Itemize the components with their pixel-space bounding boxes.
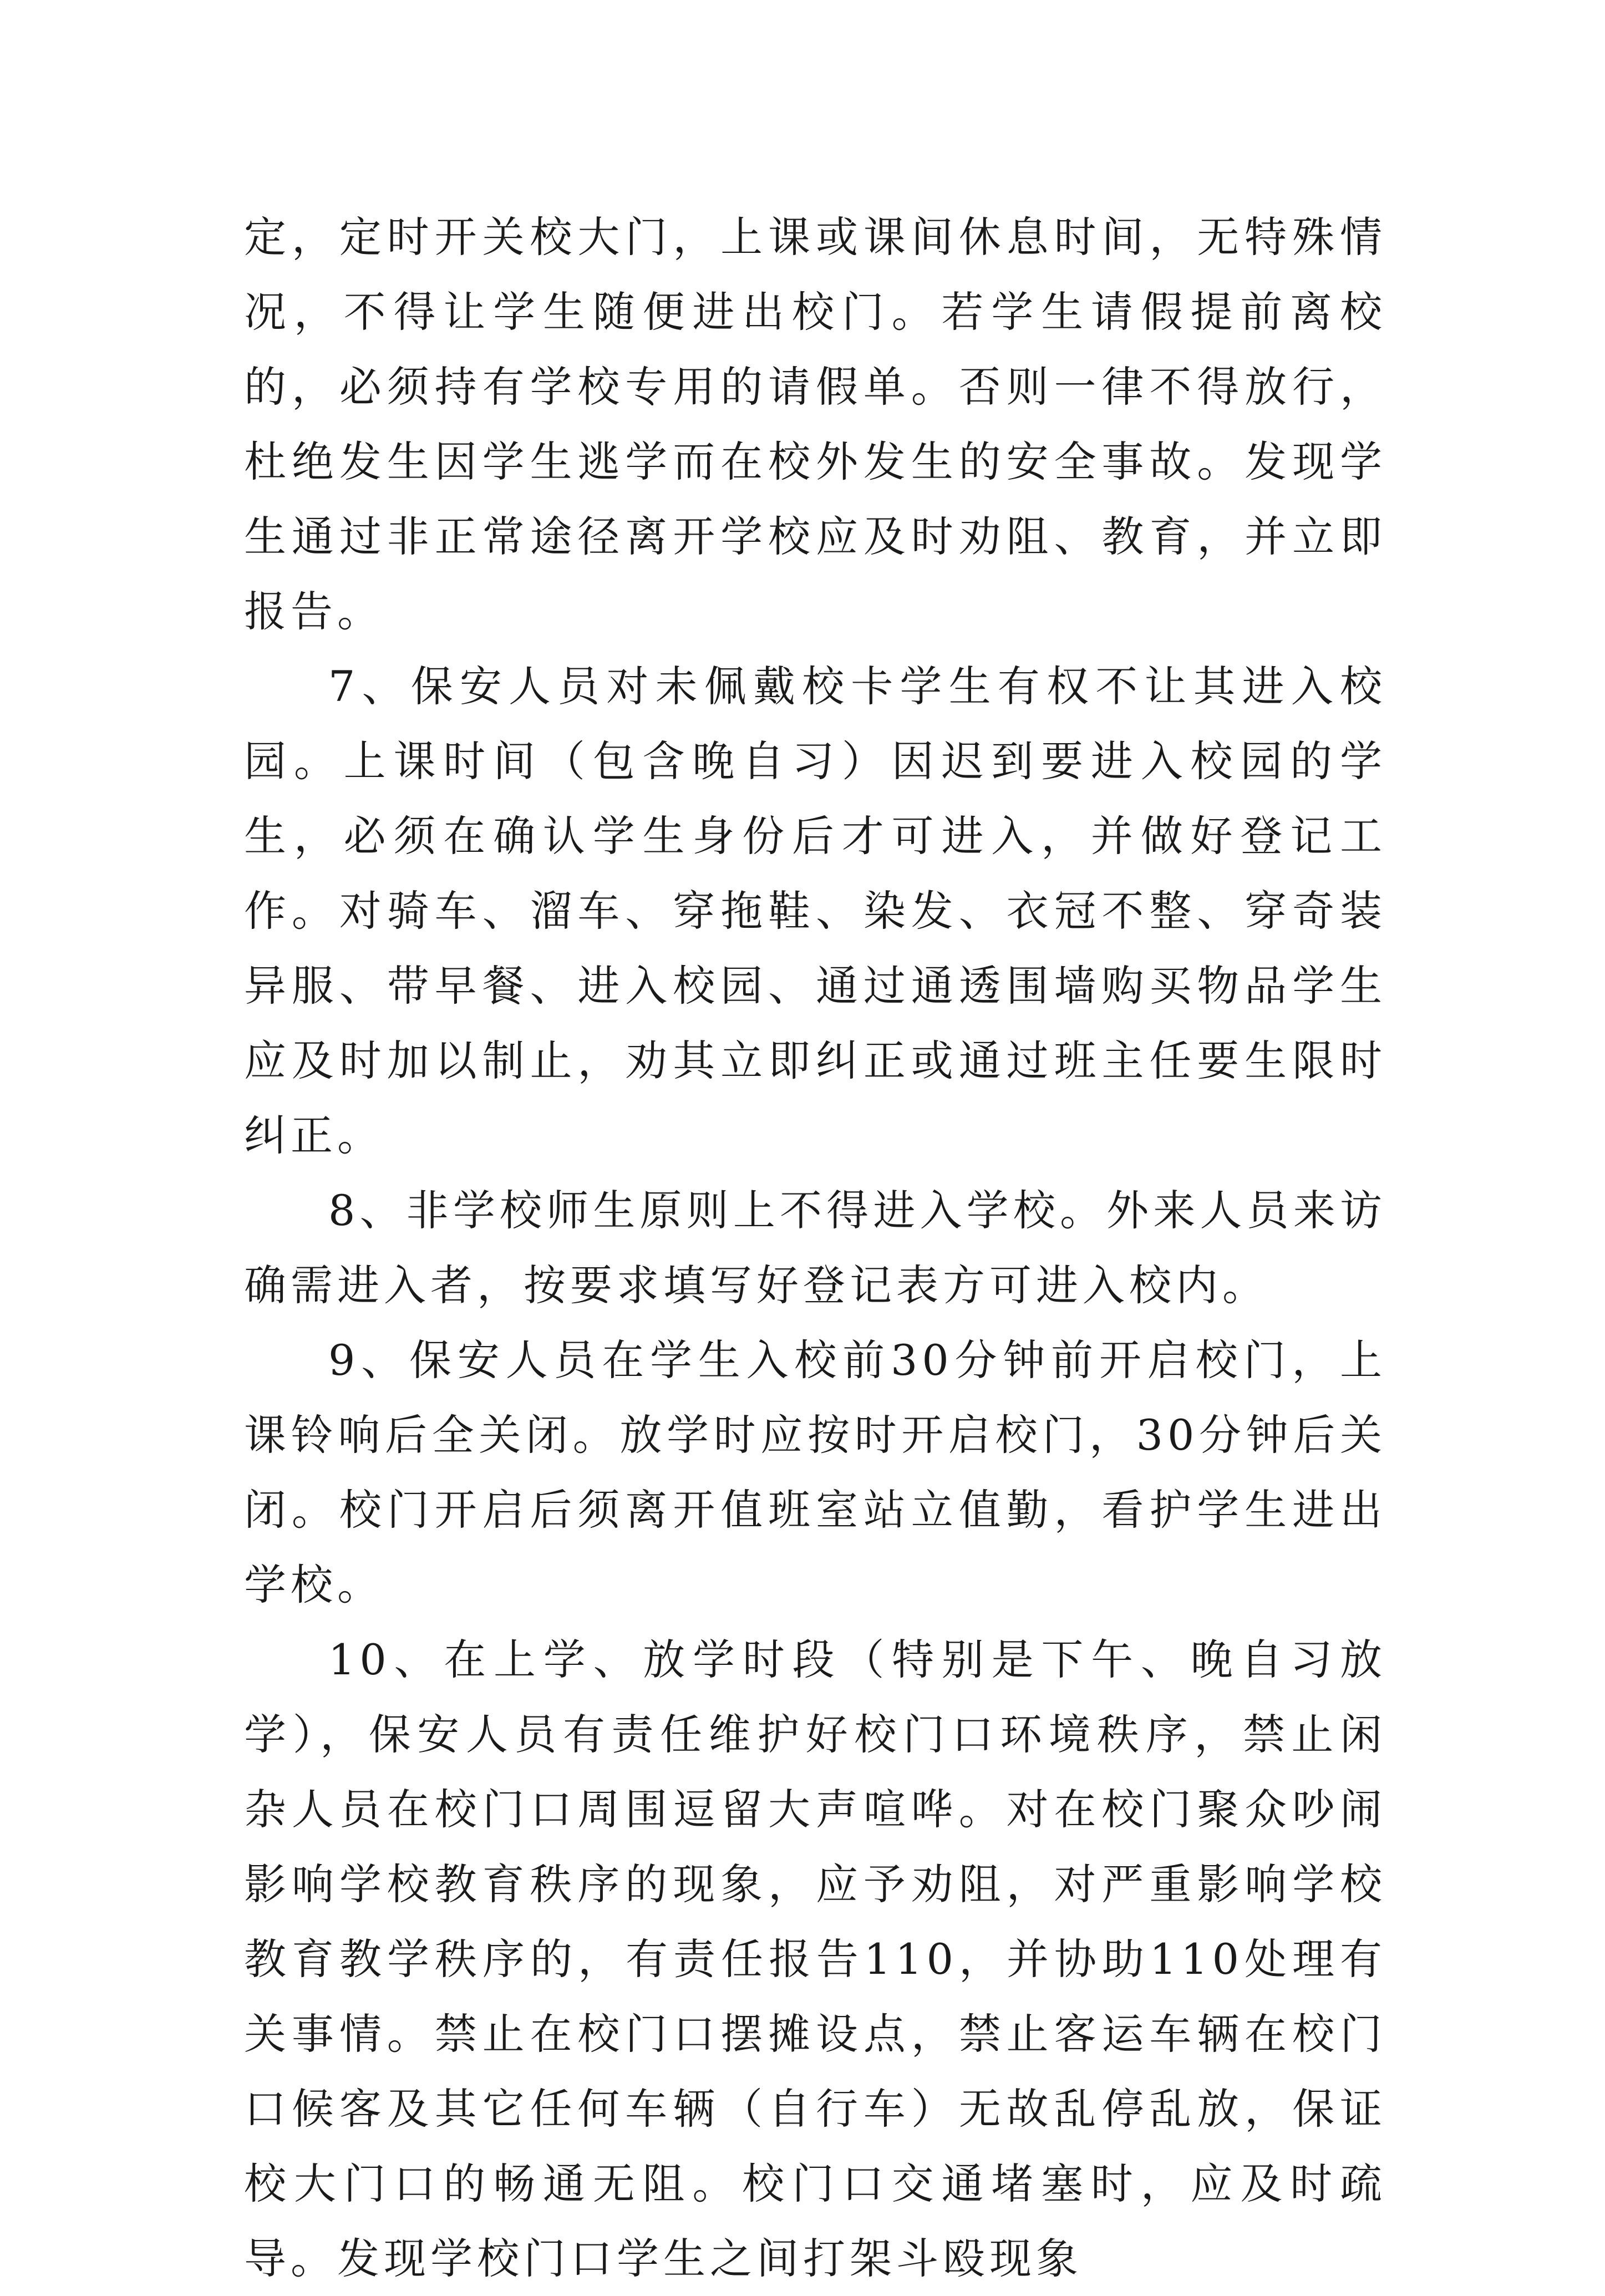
paragraph-item-9: 9、保安人员在学生入校前30分钟前开启校门，上课铃响后全关闭。放学时应按时开启校门，30分钟后关闭。校门开启后须离开值班室站立值勤，看护学生进出学校。: [244, 1335, 1386, 1609]
paragraph-continuation: 定，定时开关校大门，上课或课间休息时间，无特殊情况，不得让学生随便进出校门。若学生请假提前离校的，必须持有学校专用的请假单。否则一律不得放行，杜绝发生因学生逃学而在校外发生的安全事故。发现学生通过非正常途径离开学校应及时劝阻、教育，并立即报告。: [244, 212, 1386, 636]
document-body: [244, 200, 1386, 2296]
paragraph-item-10: 10、在上学、放学时段（特别是下午、晚自习放学），保安人员有责任维护好校门口环境秩序，禁止闲杂人员在校门口周围逗留大声喧哗。对在校门聚众吵闹影响学校教育秩序的现象，应予劝阻，对严重影响学校教育教学秩序的，有责任报告110，并协助110处理有关事情。禁止在校门口摆摊设点，禁止客运车辆在校门口候客及其它任何车辆（自行车）无故乱停乱放，保证校大门口的畅通无阻。校门口交通堵塞时，应及时疏导。发现学校门口学生之间打架斗殴现象: [244, 1635, 1386, 2283]
paragraph-item-7: 7、保安人员对未佩戴校卡学生有权不让其进入校园。上课时间（包含晚自习）因迟到要进入校园的学生，必须在确认学生身份后才可进入，并做好登记工作。对骑车、溜车、穿拖鞋、染发、衣冠不整、穿奇装异服、带早餐、进入校园、通过通透围墙购买物品学生应及时加以制止，劝其立即纠正或通过班主任要生限时纠正。: [244, 662, 1386, 1160]
paragraph-item-8: 8、非学校师生原则上不得进入学校。外来人员来访确需进入者，按要求填写好登记表方可进入校内。: [244, 1186, 1386, 1310]
